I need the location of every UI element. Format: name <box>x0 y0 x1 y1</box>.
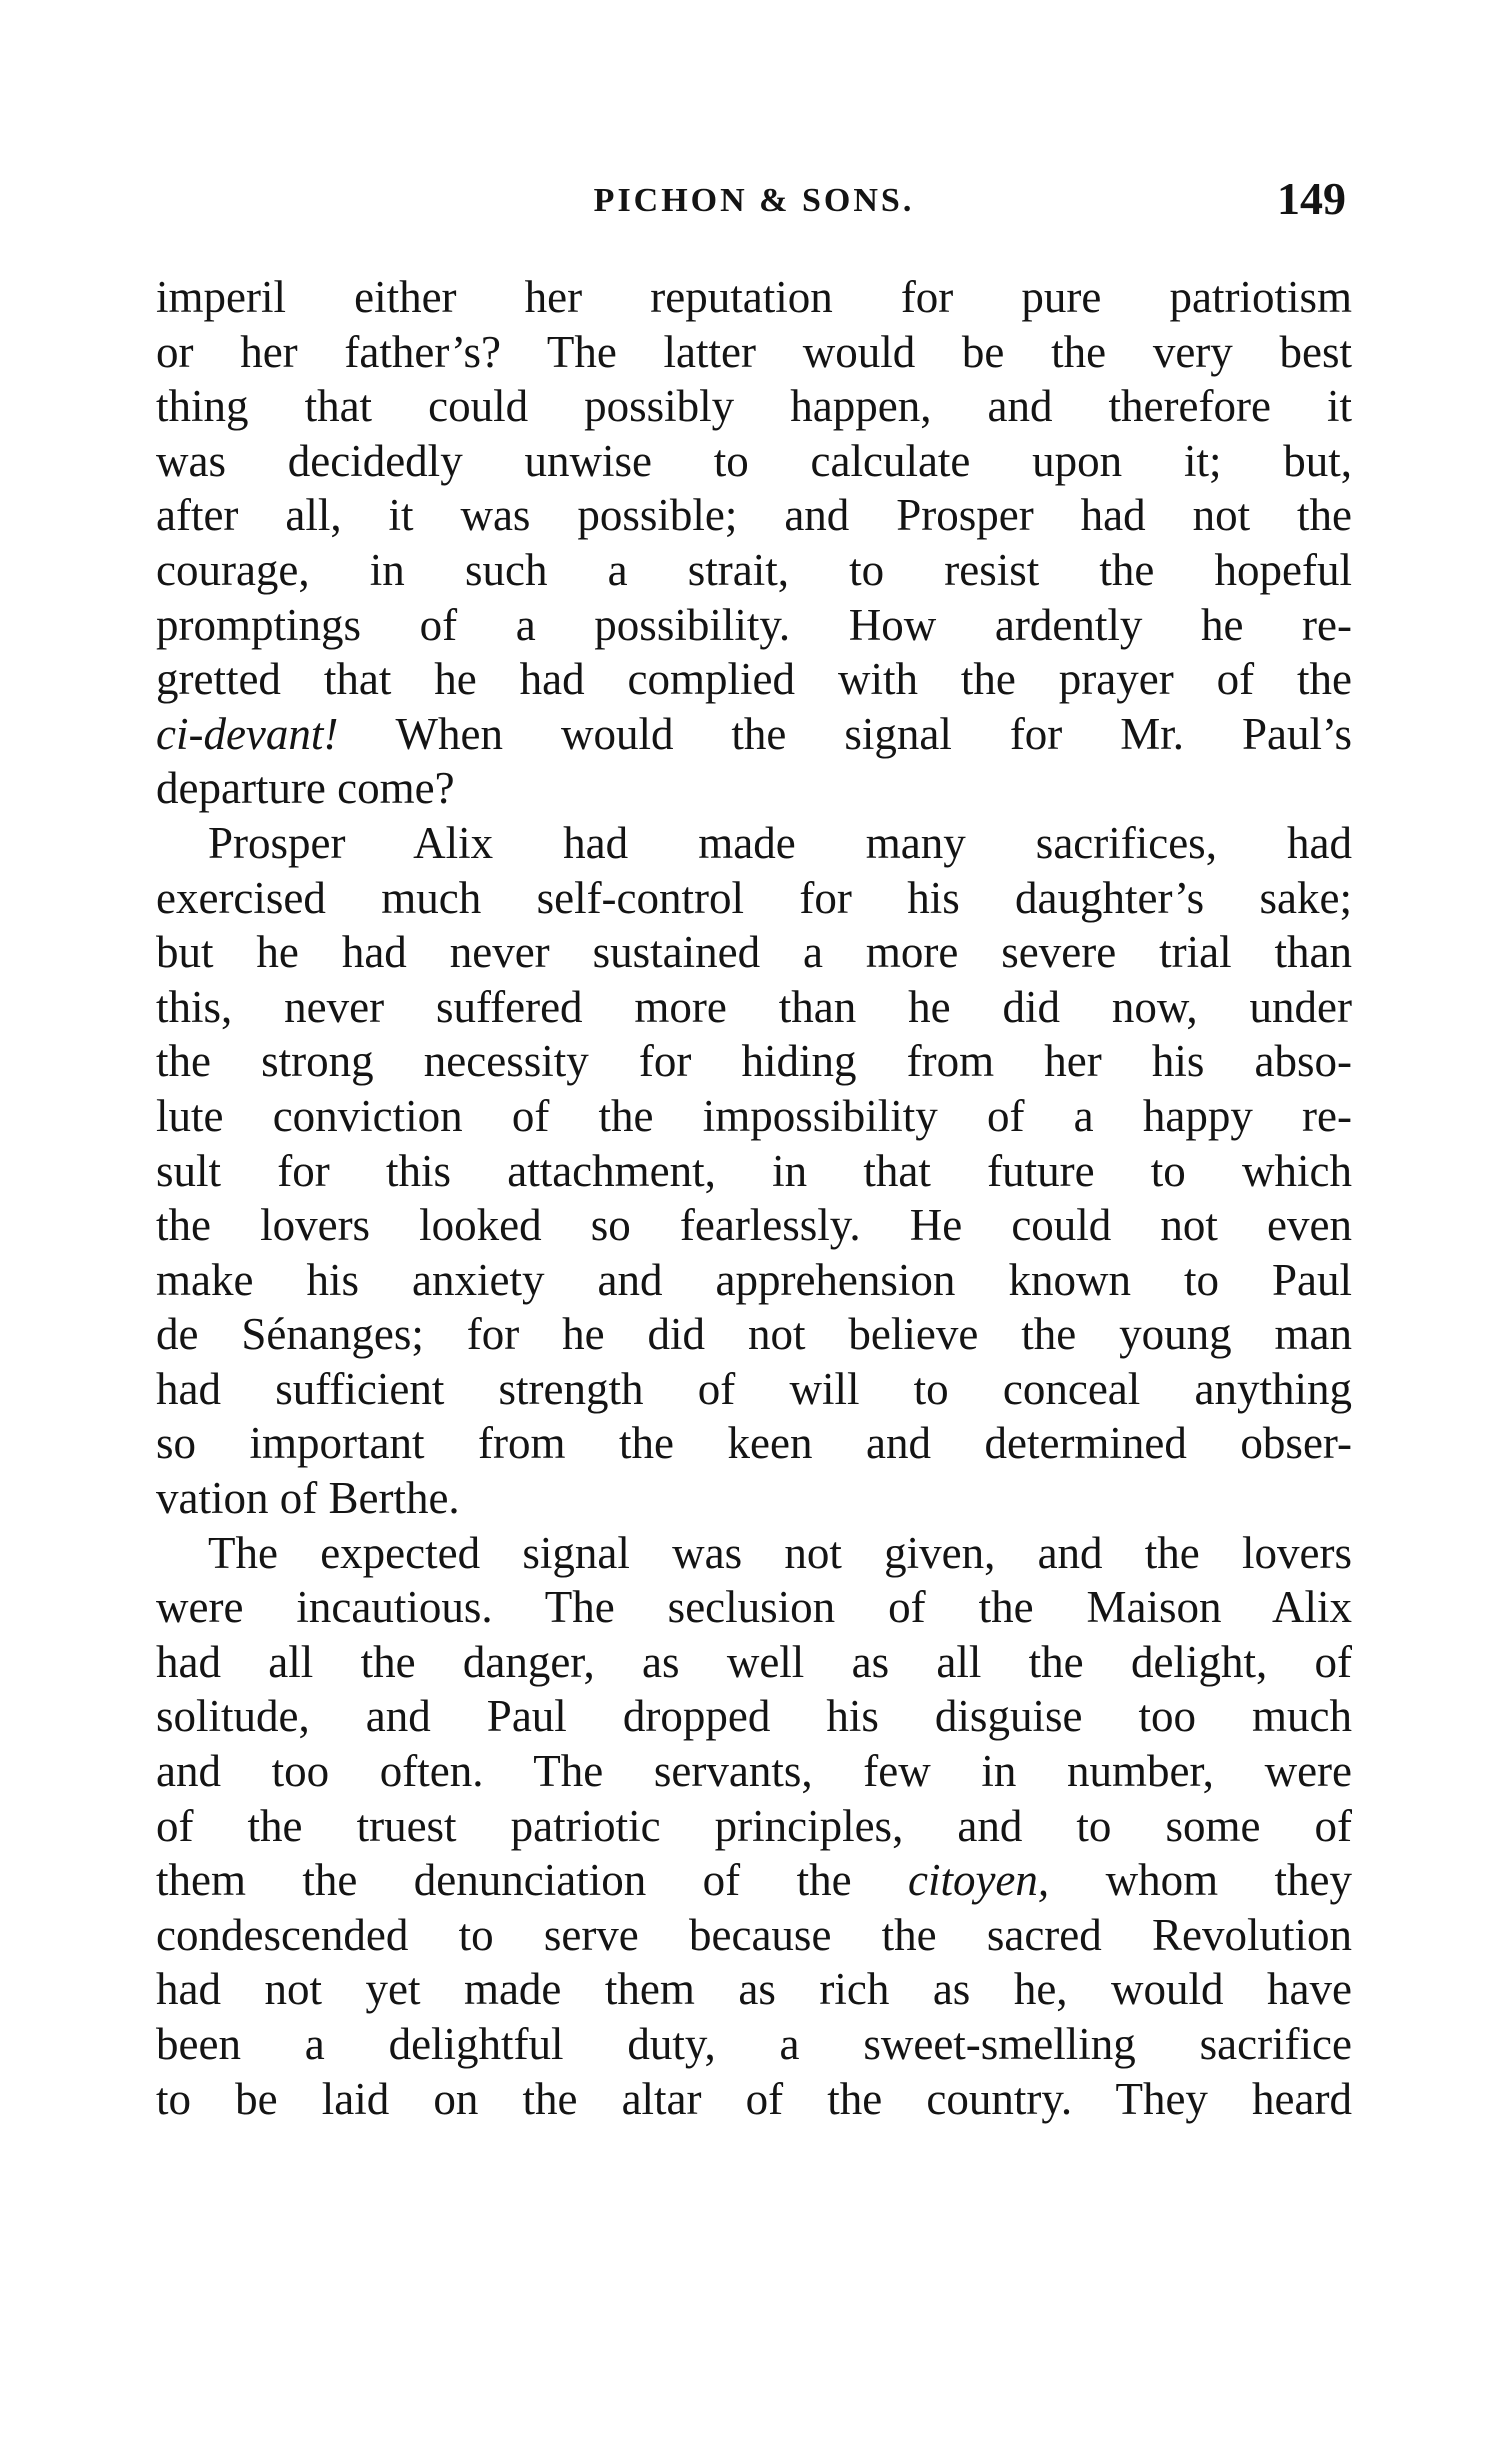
body-text <box>156 270 1352 2126</box>
text-line <box>156 1908 1352 1963</box>
line-text: The expected signal was not given, and the lovers <box>208 1527 1352 1578</box>
line-text: so important from the keen and determined obser- <box>156 1418 1352 1469</box>
text-line <box>156 1526 1352 1581</box>
text-line <box>156 1853 1352 1908</box>
line-text: Prosper Alix had made many sacrifices, had <box>208 817 1352 868</box>
line-text: courage, in such a strait, to resist the hopeful <box>156 544 1352 595</box>
text-line <box>156 652 1352 707</box>
line-text: this, never suffered more than he did now, under <box>156 981 1352 1032</box>
line-text: were incautious. The seclusion of the Maison Alix <box>156 1582 1352 1633</box>
text-line <box>156 543 1352 598</box>
text-line <box>156 1253 1352 1308</box>
line-text: whom they <box>1049 1855 1352 1906</box>
text-line <box>156 488 1352 543</box>
line-text: exercised much self-control for his daughter’s sake; <box>156 872 1352 923</box>
line-text: the lovers looked so fearlessly. He could not even <box>156 1200 1352 1251</box>
text-line <box>156 761 1352 816</box>
text-line <box>156 1089 1352 1144</box>
line-text: or her father’s? The latter would be the very best <box>156 326 1352 377</box>
line-text: make his anxiety and apprehension known to Paul <box>156 1254 1352 1305</box>
text-line <box>156 434 1352 489</box>
text-line <box>156 1962 1352 2017</box>
line-text: de Sénanges; for he did not believe the young man <box>156 1309 1352 1360</box>
italic-word: ci-devant! <box>156 708 339 759</box>
text-line <box>156 925 1352 980</box>
page-number: 149 <box>1277 173 1346 224</box>
line-text: but he had never sustained a more severe trial than <box>156 927 1352 978</box>
line-text: imperil either her reputation for pure patriotism <box>156 272 1352 322</box>
line-text: and too often. The servants, few in number, were <box>156 1746 1352 1797</box>
text-line <box>156 1307 1352 1362</box>
text-line <box>156 1034 1352 1089</box>
line-text: had sufficient strength of will to conceal anything <box>156 1363 1352 1414</box>
line-text: promptings of a possibility. How ardently he re- <box>156 599 1352 650</box>
text-line <box>156 2072 1352 2127</box>
text-line <box>156 1744 1352 1799</box>
text-line <box>156 1689 1352 1744</box>
line-text: to be laid on the altar of the country. They heard <box>156 2073 1352 2124</box>
text-line <box>156 270 1352 325</box>
text-line <box>156 1198 1352 1253</box>
text-line <box>156 816 1352 871</box>
line-text: thing that could possibly happen, and therefore it <box>156 381 1352 432</box>
line-text: condescended to serve because the sacred Revolution <box>156 1909 1352 1960</box>
line-text: When would the signal for Mr. Paul’s <box>338 708 1352 759</box>
text-line <box>156 871 1352 926</box>
line-text: of the truest patriotic principles, and to some of <box>156 1800 1352 1851</box>
line-text: had not yet made them as rich as he, would have <box>156 1964 1352 2015</box>
text-line <box>156 1471 1352 1526</box>
text-line <box>156 1416 1352 1471</box>
line-text: the strong necessity for hiding from her his abso- <box>156 1036 1352 1087</box>
text-line <box>156 2017 1352 2072</box>
line-text: been a delightful duty, a sweet-smelling sacrifice <box>156 2019 1352 2069</box>
text-line <box>156 1580 1352 1635</box>
line-text: had all the danger, as well as all the delight, of <box>156 1636 1352 1687</box>
text-line <box>156 1635 1352 1690</box>
line-text: solitude, and Paul dropped his disguise too much <box>156 1691 1352 1742</box>
line-text: vation of Berthe. <box>156 1473 460 1524</box>
line-text: them the denunciation of the <box>156 1855 908 1906</box>
line-text: gretted that he had complied with the prayer of the <box>156 654 1352 705</box>
text-line <box>156 379 1352 434</box>
line-text: lute conviction of the impossibility of a happy re- <box>156 1090 1352 1141</box>
line-text: sult for this attachment, in that future to which <box>156 1145 1352 1196</box>
text-line <box>156 1799 1352 1854</box>
text-line <box>156 980 1352 1035</box>
text-line <box>156 325 1352 380</box>
line-text: after all, it was possible; and Prosper had not the <box>156 490 1352 541</box>
running-head: PICHON & SONS. <box>593 182 915 219</box>
text-line <box>156 1362 1352 1417</box>
text-line <box>156 1144 1352 1199</box>
page-header <box>156 168 1352 228</box>
text-line <box>156 707 1352 762</box>
line-text: departure come? <box>156 763 455 814</box>
text-line <box>156 598 1352 653</box>
line-text: was decidedly unwise to calculate upon it; but, <box>156 435 1352 486</box>
italic-word: citoyen, <box>907 1855 1050 1906</box>
